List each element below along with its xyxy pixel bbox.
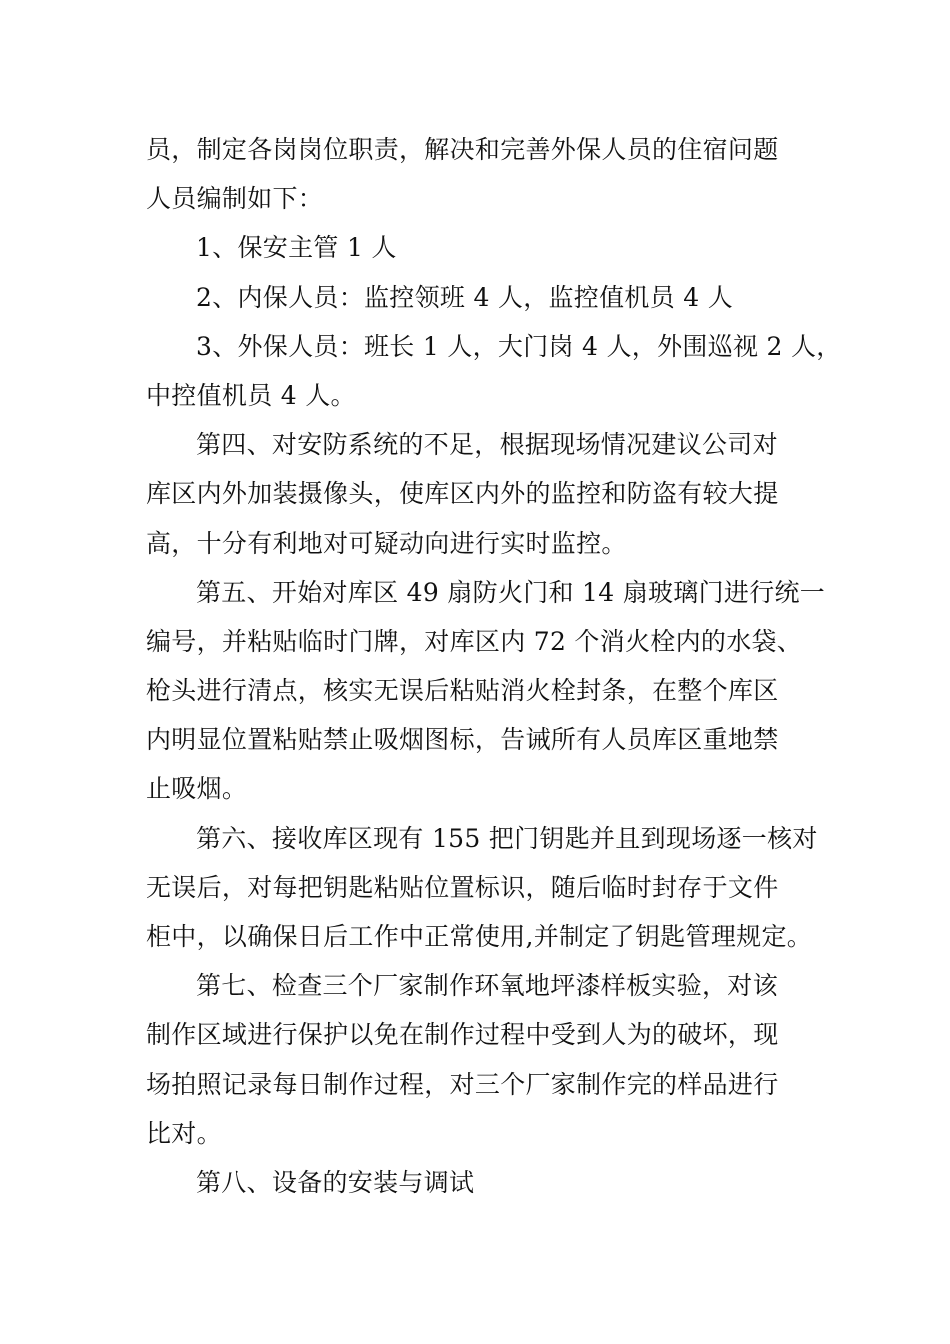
text-line: 内明显位置粘贴禁止吸烟图标，告诫所有人员库区重地禁 xyxy=(146,725,779,755)
text-line: 枪头进行清点，核实无误后粘贴消火栓封条，在整个库区 xyxy=(146,676,779,706)
text-line: 3、外保人员：班长 1 人，大门岗 4 人，外围巡视 2 人， xyxy=(196,331,842,361)
text-line: 第七、检查三个厂家制作环氧地坪漆样板实验，对该 xyxy=(196,971,778,1001)
text-line: 中控值机员 4 人。 xyxy=(146,380,356,410)
text-line: 库区内外加装摄像头，使库区内外的监控和防盗有较大提 xyxy=(146,479,779,509)
text-line: 比对。 xyxy=(146,1118,222,1148)
text-line: 无误后，对每把钥匙粘贴位置标识，随后临时封存于文件 xyxy=(146,872,779,902)
text-line: 第五、开始对库区 49 扇防火门和 14 扇玻璃门进行统一 xyxy=(196,577,826,607)
text-line: 高，十分有利地对可疑动向进行实时监控。 xyxy=(146,528,627,558)
text-line: 编号，并粘贴临时门牌，对库区内 72 个消火栓内的水袋、 xyxy=(146,626,803,656)
text-line: 第四、对安防系统的不足，根据现场情况建议公司对 xyxy=(196,430,778,460)
document-body xyxy=(146,125,842,1207)
text-line: 员，制定各岗岗位职责，解决和完善外保人员的住宿问题 xyxy=(146,135,779,164)
text-line: 第八、设备的安装与调试 xyxy=(196,1167,475,1197)
text-line: 2、内保人员：监控领班 4 人，监控值机员 4 人 xyxy=(196,282,734,312)
text-line: 制作区域进行保护以免在制作过程中受到人为的破坏，现 xyxy=(146,1020,779,1050)
text-line: 第六、接收库区现有 155 把门钥匙并且到现场逐一核对 xyxy=(196,823,818,853)
text-line: 止吸烟。 xyxy=(146,774,248,804)
text-line: 人员编制如下： xyxy=(146,184,324,214)
text-line: 1、保安主管 1 人 xyxy=(196,233,397,263)
text-line: 柜中，以确保日后工作中正常使用,并制定了钥匙管理规定。 xyxy=(146,922,813,951)
text-line: 场拍照记录每日制作过程，对三个厂家制作完的样品进行 xyxy=(146,1069,779,1099)
